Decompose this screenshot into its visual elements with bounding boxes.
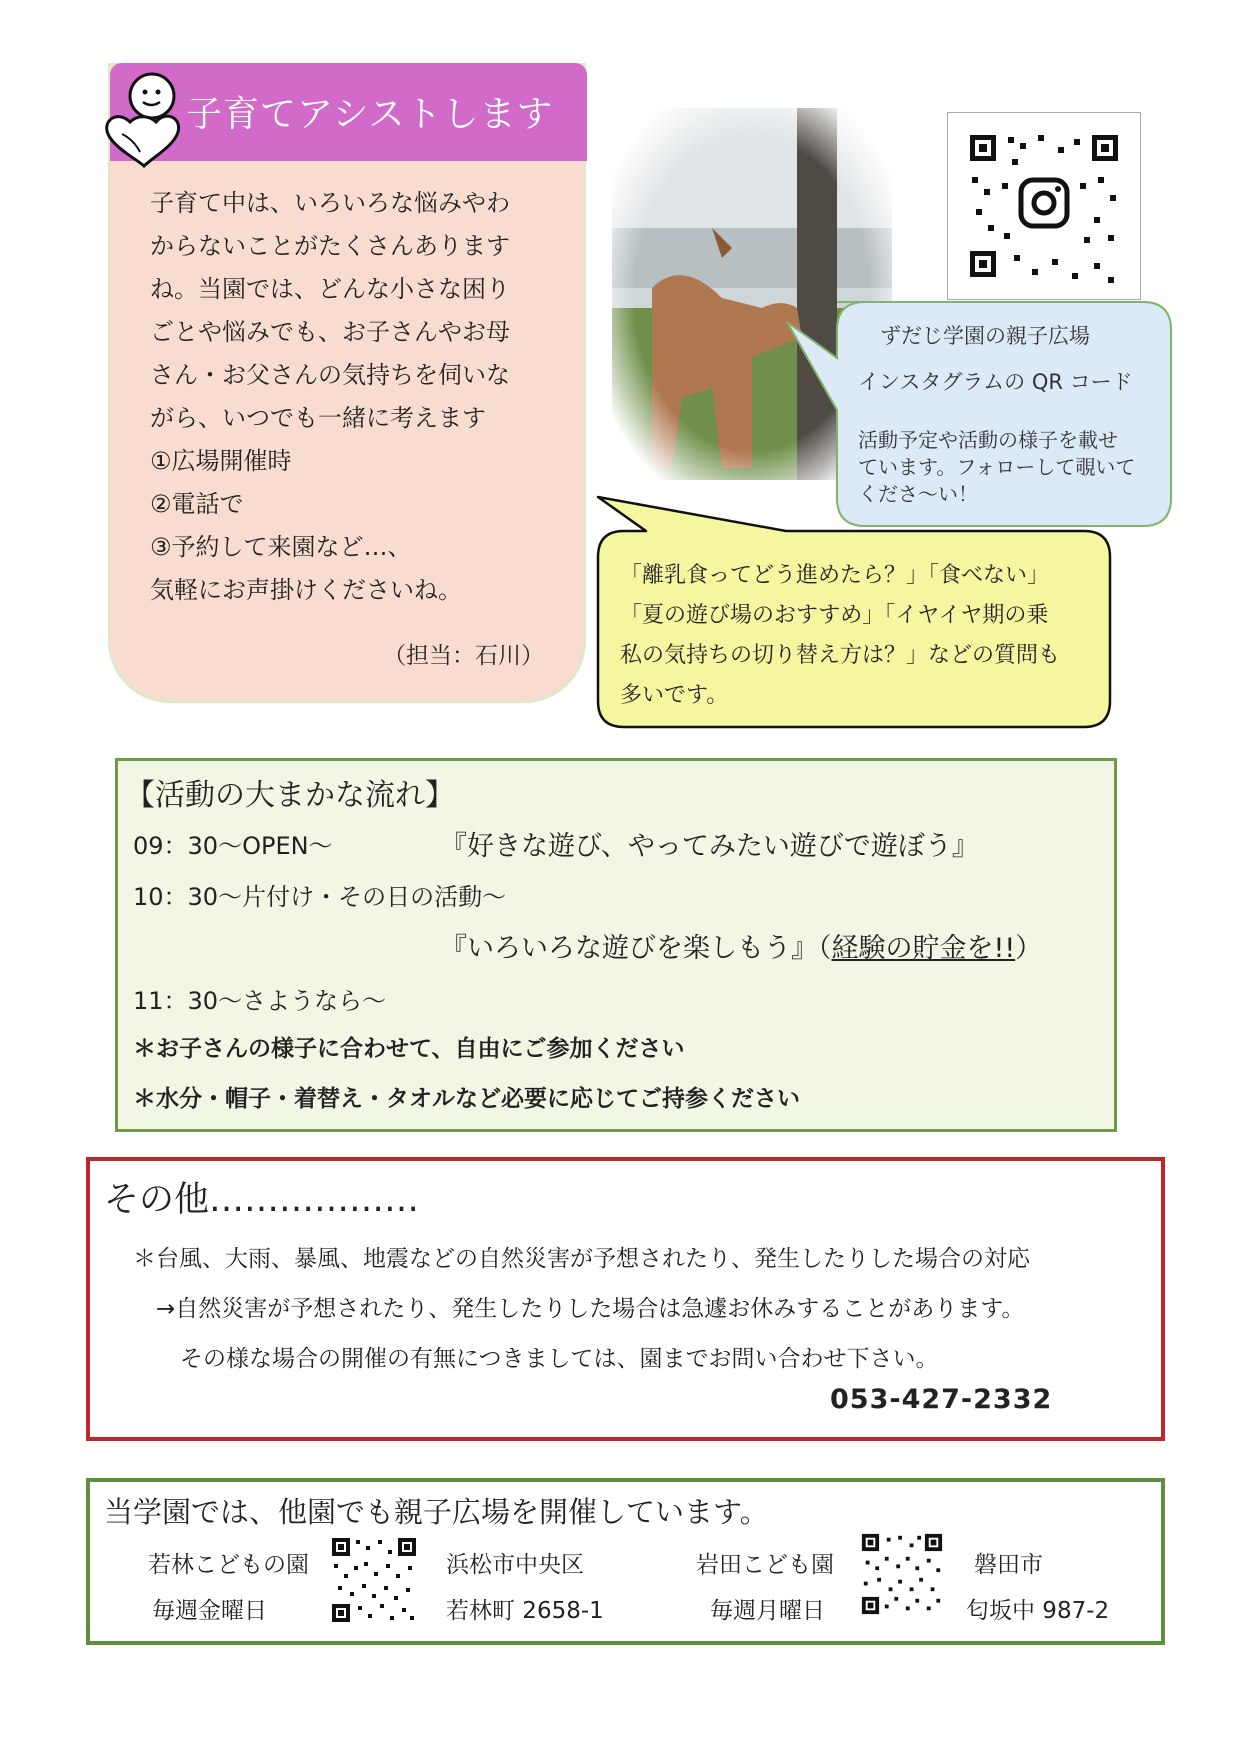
school1-name: 若林こどもの園 xyxy=(148,1552,309,1578)
flow-activity-desc: 『いろいろな遊びを楽しもう』（経験の貯金を!!） xyxy=(440,933,1043,964)
assist-text-line: ②電話で xyxy=(150,490,244,518)
other-line: ＊台風、大雨、暴風、地震などの自然災害が予想されたり、発生したりした場合の対応 xyxy=(133,1246,1030,1272)
flow-time-goodbye: 11：30～さようなら～ xyxy=(133,987,387,1015)
assist-text-line: 子育て中は、いろいろな悩みやわ xyxy=(150,189,510,217)
instagram-heading: ずだじ学園の親子広場 xyxy=(880,324,1090,348)
flow-note: ＊水分・帽子・着替え・タオルなど必要に応じてご持参ください xyxy=(133,1086,800,1112)
question-line: 「離乳食ってどう進めたら？」「食べない」 xyxy=(620,563,1050,588)
school2-day: 毎週月曜日 xyxy=(710,1598,825,1624)
instagram-desc-line: くださ～い！ xyxy=(858,482,978,506)
other-title: その他……………… xyxy=(104,1180,420,1220)
instagram-qr-code[interactable] xyxy=(947,112,1141,300)
assist-text-line: 気軽にお声掛けくださいね。 xyxy=(150,576,462,604)
phone-number[interactable]: 053-427-2332 xyxy=(830,1384,1053,1415)
assist-text-line: ごとや悩みでも、お子さんやお母 xyxy=(150,318,510,346)
flow-open-desc: 『好きな遊び、やってみたい遊びで遊ぼう』 xyxy=(440,831,979,862)
instagram-desc-line: 活動予定や活動の様子を載せ xyxy=(858,428,1118,452)
assist-text-line: がら、いつでも一緒に考えます xyxy=(150,404,486,432)
school1-address-street: 若林町 2658-1 xyxy=(446,1598,604,1624)
assist-text-line: さん・お父さんの気持ちを伺いな xyxy=(150,361,510,389)
assist-text-line: からないことがたくさんあります xyxy=(150,232,510,260)
question-line: 多いです。 xyxy=(620,683,729,708)
assist-text-line: ね。当園では、どんな小さな困り xyxy=(150,275,510,303)
school1-qr-code[interactable] xyxy=(330,1536,418,1624)
school2-qr-code[interactable] xyxy=(860,1532,944,1616)
school2-name: 岩田こども園 xyxy=(696,1552,834,1578)
flow-time-activity: 10：30～片付け・その日の活動～ xyxy=(133,883,507,911)
other-line: →自然災害が予想されたり、発生したりした場合は急遽お休みすることがあります。 xyxy=(156,1296,1025,1322)
flow-time-open: 09：30～OPEN～ xyxy=(133,832,333,860)
school2-address-street: 匂坂中 987-2 xyxy=(966,1598,1110,1624)
assist-text-line: ①広場開催時 xyxy=(150,447,292,475)
question-line: 私の気持ちの切り替え方は？」などの質問も xyxy=(620,643,1061,668)
school2-address-city: 磐田市 xyxy=(974,1552,1043,1578)
other-line: その様な場合の開催の有無につきましては、園までお問い合わせ下さい。 xyxy=(180,1346,939,1372)
savings-underline: 経験の貯金を!! xyxy=(831,933,1016,964)
mascot-heart-icon xyxy=(100,70,190,170)
assist-title: 子育てアシストします xyxy=(186,94,554,135)
activity-flow-title: 【活動の大まかな流れ】 xyxy=(125,778,455,813)
flow-note: ＊お子さんの様子に合わせて、自由にご参加ください xyxy=(133,1036,685,1062)
instagram-subheading: インスタグラムの QR コード xyxy=(858,370,1133,394)
question-line: 「夏の遊び場のおすすめ」「イヤイヤ期の乗 xyxy=(620,603,1049,628)
assist-staff: （担当：石川） xyxy=(383,643,544,669)
school1-address-city: 浜松市中央区 xyxy=(446,1552,584,1578)
instagram-desc-line: ています。フォローして覗いて xyxy=(858,455,1136,479)
assist-text-line: ③予約して来園など…、 xyxy=(150,533,412,561)
school1-day: 毎週金曜日 xyxy=(152,1598,267,1624)
other-schools-title: 当学園では、他園でも親子広場を開催しています。 xyxy=(104,1495,769,1529)
